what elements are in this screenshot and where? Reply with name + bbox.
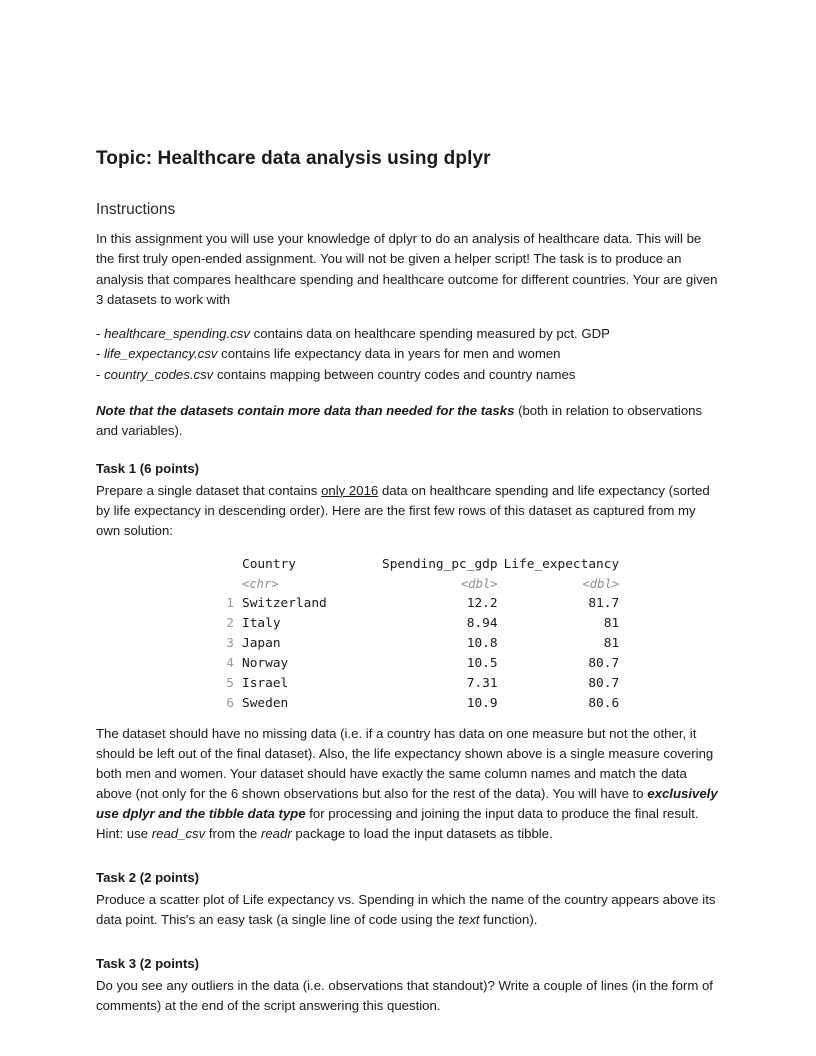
row-life-expectancy: 81 <box>603 636 620 651</box>
table-type-spending: <dbl> <box>460 577 498 592</box>
task-1-intro-post: data on healthcare spending and life expectancy (sorted by life expectancy in descending order). Here are the first few rows of this dataset as captured from my own solution: <box>96 482 710 539</box>
table-header-index <box>216 555 242 575</box>
row-life-expectancy: 80.6 <box>588 695 620 711</box>
table-row <box>216 654 619 674</box>
task-1-hint-mid: from the <box>205 826 261 842</box>
row-life-expectancy: 80.7 <box>588 675 620 691</box>
datasets-note <box>96 401 720 441</box>
row-spending: 10.9 <box>466 695 498 711</box>
table-row <box>216 614 619 634</box>
dataset-desc: contains mapping between country codes and country names <box>213 366 576 382</box>
row-spending: 7.31 <box>466 675 498 691</box>
row-spending: 10.5 <box>466 655 498 671</box>
task-1-body <box>96 724 720 824</box>
table-row <box>216 674 619 694</box>
row-country: Sweden <box>242 695 289 711</box>
table-header-country: Country <box>242 557 296 573</box>
task-1-hint-pre: Hint: use <box>96 826 152 842</box>
task-1-hint-package: readr <box>260 826 292 842</box>
task-1-body-post: for processing and joining the input data to produce the final result. <box>305 806 699 822</box>
task-1-body-pre: The dataset should have no missing data (i.e. if a country has data on one measure but not the other, it should be left out of the final dataset). Also, the life expectancy shown above is a single measure covering both men and women. Your dataset should have exactly the same column names and match the data above (not only for the 6 shown observations but also for the rest of the data). You will have to <box>96 725 714 801</box>
dataset-filename: life_expectancy.csv <box>104 346 218 362</box>
task-2-body-pre: Produce a scatter plot of Life expectancy vs. Spending in which the name of the country appears above its data point. This's an easy task (a single line of code using the <box>96 891 716 928</box>
row-index: 6 <box>226 695 234 711</box>
datasets-note-emphasis: Note that the datasets contain more data than needed for the tasks <box>96 403 515 418</box>
row-life-expectancy: 81.7 <box>588 596 620 612</box>
task-1-intro <box>96 481 720 541</box>
table-type-row <box>216 575 619 594</box>
row-index: 3 <box>226 636 234 651</box>
dataset-desc: contains data on healthcare spending measured by pct. GDP <box>249 325 610 341</box>
dataset-desc: contains life expectancy data in years for men and women <box>217 346 561 362</box>
task-2-body-post: function). <box>479 912 538 928</box>
intro-paragraph: In this assignment you will use your knowledge of dplyr to do an analysis of healthcare data. This will be the first truly open-ended assignment. You will not be given a helper script! The task is to produce an analysis that compares healthcare spending and healthcare outcome for different countries. Your are given 3 datasets to work with <box>96 231 718 307</box>
table-type-index <box>216 575 242 594</box>
table-type-life: <dbl> <box>582 577 620 592</box>
task-2-heading: Task 2 (2 points) <box>96 870 200 886</box>
row-country: Norway <box>242 655 289 671</box>
table-row <box>216 634 619 654</box>
task-1-intro-pre: Prepare a single dataset that contains <box>96 482 322 498</box>
task-1-intro-underlined: only 2016 <box>321 482 379 498</box>
row-country: Switzerland <box>242 596 327 612</box>
task-1-hint-post: package to load the input datasets as tibble. <box>291 826 553 842</box>
task-3-body: Do you see any outliers in the data (i.e. observations that standout)? Write a couple of lines (in the form of comments) at the end of the script answering this question. <box>96 977 713 1013</box>
row-index: 5 <box>226 675 234 691</box>
task-1-hint <box>96 824 720 844</box>
row-country: Israel <box>242 675 289 691</box>
list-item <box>96 344 720 364</box>
dataset-dash: - <box>96 325 105 341</box>
row-spending: 8.94 <box>466 616 498 632</box>
row-country: Italy <box>242 616 281 632</box>
dataset-filename: healthcare_spending.csv <box>104 325 250 341</box>
dataset-list <box>96 324 720 385</box>
list-item <box>96 324 720 344</box>
row-life-expectancy: 80.7 <box>588 655 620 671</box>
row-country: Japan <box>242 636 281 651</box>
row-spending: 10.8 <box>466 636 498 651</box>
list-item <box>96 365 720 385</box>
row-life-expectancy: 81 <box>603 616 620 632</box>
page-title: Topic: Healthcare data analysis using dplyr <box>96 148 491 169</box>
task-1-body-emphasis: exclusively use dplyr and the tibble data type <box>96 786 718 822</box>
row-index: 4 <box>226 655 234 671</box>
row-spending: 12.2 <box>466 596 498 612</box>
table-row <box>216 594 619 614</box>
task-2-body <box>96 890 720 930</box>
table-header-life: Life_expectancy <box>503 557 620 573</box>
task-3-heading: Task 3 (2 points) <box>96 956 200 972</box>
datasets-note-rest: (both in relation to observations and variables). <box>96 403 703 439</box>
instructions-heading: Instructions <box>96 200 176 218</box>
task-1-output-table <box>216 555 619 714</box>
task-1-heading: Task 1 (6 points) <box>96 461 200 477</box>
task-1-hint-function: read_csv <box>151 826 206 842</box>
dataset-dash: - <box>96 366 105 382</box>
row-index: 2 <box>226 616 234 632</box>
dataset-filename: country_codes.csv <box>104 366 214 382</box>
table-type-country: <chr> <box>242 577 279 592</box>
task-2-body-function: text <box>458 912 480 928</box>
row-index: 1 <box>226 596 234 612</box>
table-header-spending: Spending_pc_gdp <box>382 557 498 573</box>
table-row <box>216 694 619 714</box>
dataset-dash: - <box>96 346 105 362</box>
table-header-row <box>216 555 619 575</box>
